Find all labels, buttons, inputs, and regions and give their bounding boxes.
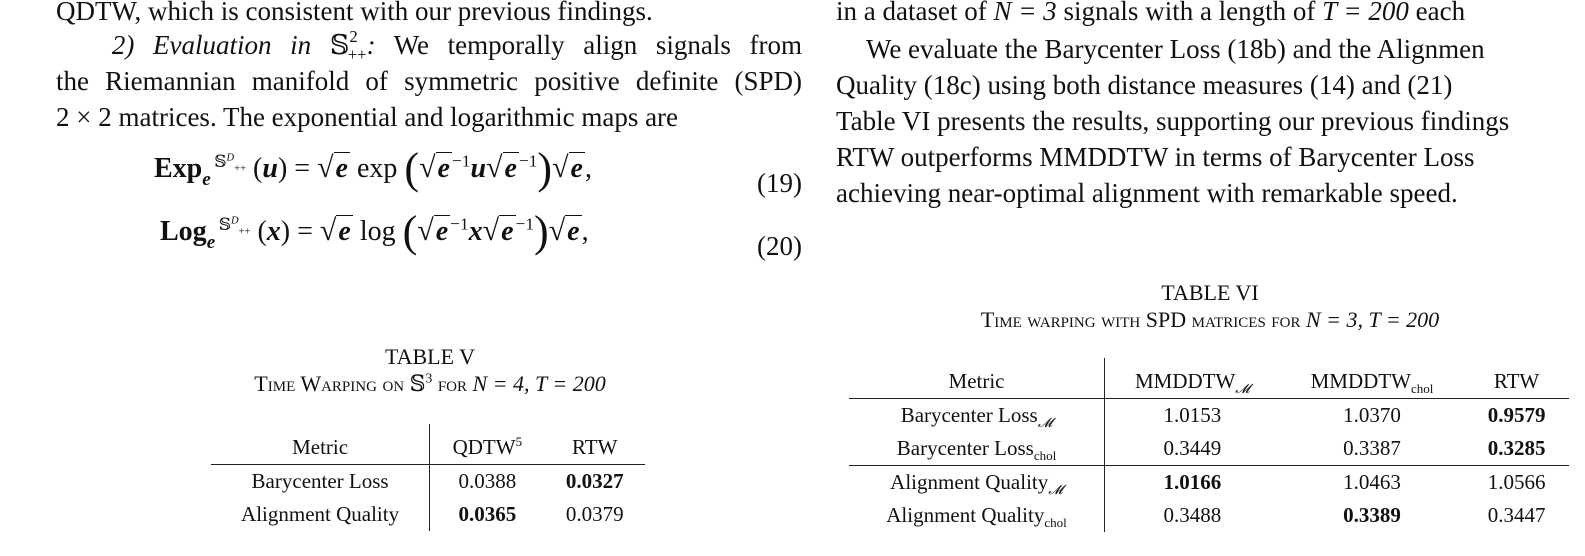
cell-value: 0.0379 <box>565 502 624 526</box>
subsection-heading-line: 2) Evaluation in 𝕊$^2_{++}$: We temporally align signals from <box>111 27 803 65</box>
table-row <box>849 399 1569 433</box>
body-text-line: Table VI presents the results, supporting our previous findings <box>836 106 1510 136</box>
cell-value: 1.0153 <box>1163 403 1222 427</box>
header-rtw: RTW <box>1464 358 1569 399</box>
table-row <box>849 432 1569 466</box>
cell-value: 1.0370 <box>1343 403 1401 427</box>
cell-value-best: 0.0365 <box>458 502 517 526</box>
cell-value-best: 1.0166 <box>1105 466 1280 500</box>
cell-value: 1.0566 <box>1464 466 1569 500</box>
cell-metric: Barycenter Loss <box>211 465 430 499</box>
matrix-size: 2 × 2 <box>56 102 112 132</box>
equation-number-19: (19) <box>757 168 802 198</box>
header-mmddtw-m: $MMDDTW_𝓜$ <box>1105 358 1280 399</box>
header-rtw: RTW <box>545 424 646 465</box>
body-text-line: the Riemannian manifold of symmetric positive definite (SPD) <box>56 66 802 96</box>
cell-metric: Barycenter Loss$_{chol}$ <box>849 432 1105 466</box>
cell-value: 0.0388 <box>458 469 517 493</box>
header-metric: Metric <box>211 424 430 465</box>
body-text-line: RTW outperforms MMDDTW in terms of Barycenter Loss <box>836 142 1475 172</box>
header-qdtw: QDTW$^5$ <box>430 424 545 465</box>
table-row <box>211 465 645 499</box>
body-text-line: Quality (18c) using both distance measures (14) and (21) <box>836 70 1453 100</box>
body-text-line: achieving near-optimal alignment with remarkable speed. <box>836 178 1458 208</box>
cell-value: 1.0463 <box>1280 466 1464 500</box>
body-text-line: in a dataset of N = 3 signals with a length of T = 200 each <box>836 0 1466 26</box>
table-vi <box>849 358 1569 532</box>
cell-metric: Alignment Quality <box>211 498 430 531</box>
table-v <box>211 424 645 531</box>
cell-value: 0.3488 <box>1163 503 1222 527</box>
table-v-title: Time Warping on 𝕊$^3$ for N = 4, T = 200 <box>254 370 606 396</box>
equation-19: Exp 𝕊$^D_{++}$ e (u) = √e exp (√e $^{-1}$u√e $^{-1}$)√e, <box>154 144 592 193</box>
table-row <box>849 499 1569 532</box>
table-vi-title: Time warping with SPD matrices for N = 3, T = 200 <box>980 307 1440 332</box>
cell-value-best: 0.3389 <box>1343 503 1401 527</box>
header-mmddtw-chol: $MMDDTW_{chol}$ <box>1280 358 1464 399</box>
table-row <box>849 466 1569 500</box>
table-header-row <box>849 358 1569 399</box>
cell-metric: Alignment Quality$_𝓜$ <box>849 466 1105 500</box>
subsection-title: Evaluation in <box>153 30 312 60</box>
cell-value: 0.3387 <box>1343 436 1401 460</box>
table-header-row <box>211 424 645 465</box>
body-text-line: 2 × 2 matrices. The exponential and logarithmic maps are <box>56 102 679 132</box>
equation-number-20: (20) <box>757 231 802 261</box>
table-row <box>211 498 645 531</box>
header-metric: Metric <box>849 358 1105 399</box>
table-v-caption <box>160 343 700 397</box>
cell-value-best: 0.0327 <box>565 469 624 493</box>
equation-20: Log 𝕊$^D_{++}$ e (x) = √e log (√e $^{-1}$x√e $^{-1}$)√e, <box>160 207 589 256</box>
cell-value: 0.3449 <box>1163 436 1222 460</box>
cell-value-best: 0.3285 <box>1487 436 1546 460</box>
body-text-line: QDTW, which is consistent with our previous findings. <box>56 0 653 26</box>
table-vi-caption <box>870 279 1550 333</box>
subsection-number: 2) <box>111 30 135 60</box>
cell-metric: Alignment Quality$_{chol}$ <box>849 499 1105 532</box>
cell-value: 0.3447 <box>1487 503 1546 527</box>
table-v-label: TABLE V <box>384 344 476 369</box>
cell-value-best: 0.9579 <box>1487 403 1546 427</box>
cell-metric: Barycenter Loss$_𝓜$ <box>849 399 1105 433</box>
table-vi-label: TABLE VI <box>1161 280 1259 305</box>
body-text-line: We evaluate the Barycenter Loss (18b) and the Alignmen <box>866 34 1485 64</box>
spd-set-symbol: 𝕊$^2_{++}$ <box>329 27 367 65</box>
